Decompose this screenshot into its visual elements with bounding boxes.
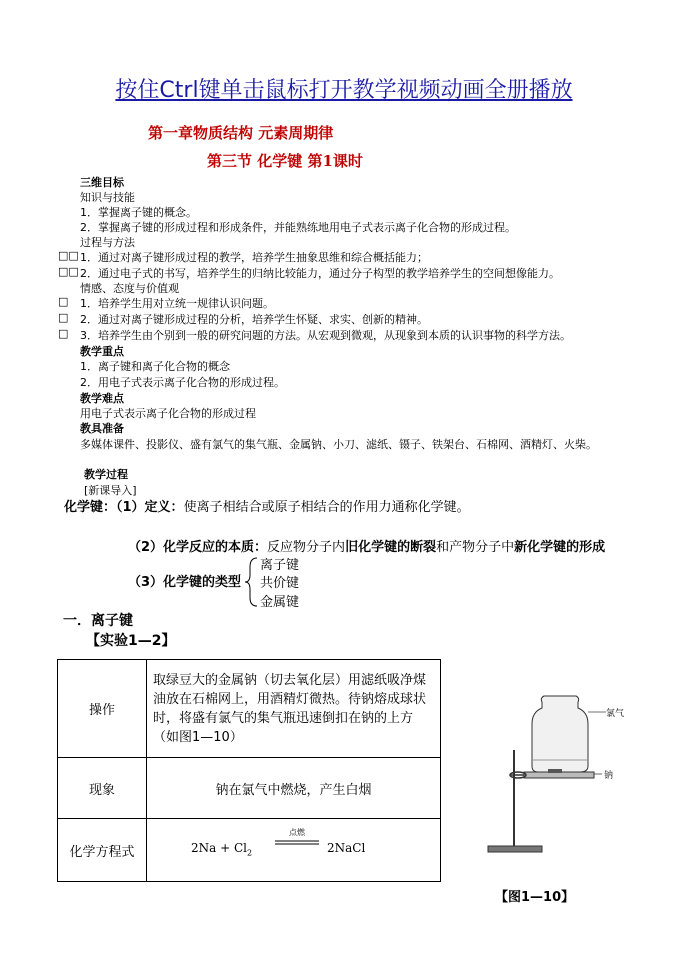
- chem-bond-definition: [64, 496, 470, 515]
- bond-types-brace: [243, 555, 259, 609]
- emotion-item: 1．培养学生用对立统一规律认识问题。: [80, 297, 274, 310]
- process-heading: 过程与方法: [80, 236, 135, 249]
- key-points-heading: 教学重点: [80, 345, 124, 358]
- missing-glyph: □□: [58, 265, 79, 278]
- section-ionic-bond-title: 一．离子键: [63, 613, 133, 629]
- missing-glyph: □: [58, 311, 69, 324]
- emotion-item: 2．通过对离子键形成过程的分析，培养学生怀疑、求实、创新的精神。: [80, 313, 428, 326]
- row-label-operation: 操作: [58, 660, 147, 758]
- emotion-item: 3．培养学生由个别到一般的研究问题的方法。从宏观到微观，从现象到本质的认识事物的科学方法。: [80, 329, 571, 342]
- phenomenon-content: 钠在氯气中燃烧，产生白烟: [147, 758, 441, 819]
- essence-text: 和产物分子中: [436, 540, 515, 555]
- emotion-heading: 情感、态度与价值观: [80, 282, 179, 295]
- bond-type-covalent: 共价键: [260, 576, 300, 591]
- definition-text: 使离子相结合或原子相结合的作用力通称化学键。: [183, 500, 470, 515]
- missing-glyph: □: [58, 327, 69, 340]
- essence-emphasis: 旧化学键的断裂: [345, 540, 437, 555]
- objectives-heading: 三维目标: [80, 176, 124, 189]
- label-sodium: 钠: [604, 771, 614, 781]
- equation-equals-sign: [275, 839, 319, 847]
- key-point-item: 2．用电子式表示离子化合物的形成过程。: [80, 376, 285, 389]
- chapter-title: 第一章物质结构 元素周期律: [148, 124, 334, 142]
- essence-text: 反应物分子内: [267, 540, 346, 555]
- equation-cell: [147, 819, 441, 882]
- figure-caption: 【图1—10】: [495, 890, 575, 905]
- experiment-label: 【实验1—2】: [86, 633, 176, 649]
- chem-bond-label: 化学键：: [64, 500, 117, 515]
- process-item: 1．通过对离子键形成过程的教学，培养学生抽象思维和综合概括能力；: [80, 251, 428, 264]
- equation-rhs: 2NaCl: [327, 841, 366, 855]
- knowledge-item: 1．掌握离子键的概念。: [80, 206, 197, 219]
- table-row: [58, 758, 441, 819]
- essence-emphasis: 新化学键的形成: [514, 540, 606, 555]
- prep-heading: 教具准备: [80, 422, 124, 435]
- bond-type-metallic: 金属键: [260, 595, 300, 610]
- new-lesson-intro: [新课导入]: [84, 484, 137, 497]
- definition-number: （1）定义：: [116, 500, 184, 515]
- experiment-table: [57, 659, 441, 882]
- operation-content: 取绿豆大的金属钠（切去氧化层）用滤纸吸净煤油放在石棉网上，用酒精灯微热。待钠熔成球状时，将盛有氯气的集气瓶迅速倒扣在钠的上方（如图1—10）: [147, 660, 441, 758]
- process-heading-main: 教学过程: [84, 468, 128, 481]
- row-label-equation: 化学方程式: [58, 819, 147, 882]
- label-chlorine: 氯气: [606, 709, 625, 719]
- reaction-essence: [128, 536, 605, 555]
- difficulty-heading: 教学难点: [80, 392, 124, 405]
- knowledge-item: 2．掌握离子键的形成过程和形成条件，并能熟练地用电子式表示离子化合物的形成过程。: [80, 221, 516, 234]
- equation-lhs: $2Na + Cl_2$: [191, 841, 253, 858]
- difficulty-text: 用电子式表示离子化合物的形成过程: [80, 407, 256, 420]
- equation-condition: 点燃: [289, 828, 305, 837]
- missing-glyph: □: [58, 295, 69, 308]
- prep-text: 多媒体课件、投影仪、盛有氯气的集气瓶、金属钠、小刀、滤纸、镊子、铁架台、石棉网、酒精灯、火柴。: [80, 438, 597, 451]
- table-row: [58, 660, 441, 758]
- section-title: 第三节 化学键 第1课时: [207, 152, 363, 170]
- process-item: 2．通过电子式的书写，培养学生的归纳比较能力，通过分子构型的教学培养学生的空间想像能力。: [80, 267, 560, 280]
- table-row: [58, 819, 441, 882]
- video-link[interactable]: 按住Ctrl键单击鼠标打开教学视频动画全册播放: [115, 78, 573, 103]
- bond-types-label: （3）化学键的类型: [128, 575, 242, 590]
- bond-type-ionic: 离子键: [260, 558, 300, 573]
- missing-glyph: □□: [58, 249, 79, 262]
- key-point-item: 1．离子键和离子化合物的概念: [80, 360, 230, 373]
- row-label-phenomenon: 现象: [58, 758, 147, 819]
- knowledge-heading: 知识与技能: [80, 191, 135, 204]
- essence-label: （2）化学反应的本质：: [128, 540, 268, 555]
